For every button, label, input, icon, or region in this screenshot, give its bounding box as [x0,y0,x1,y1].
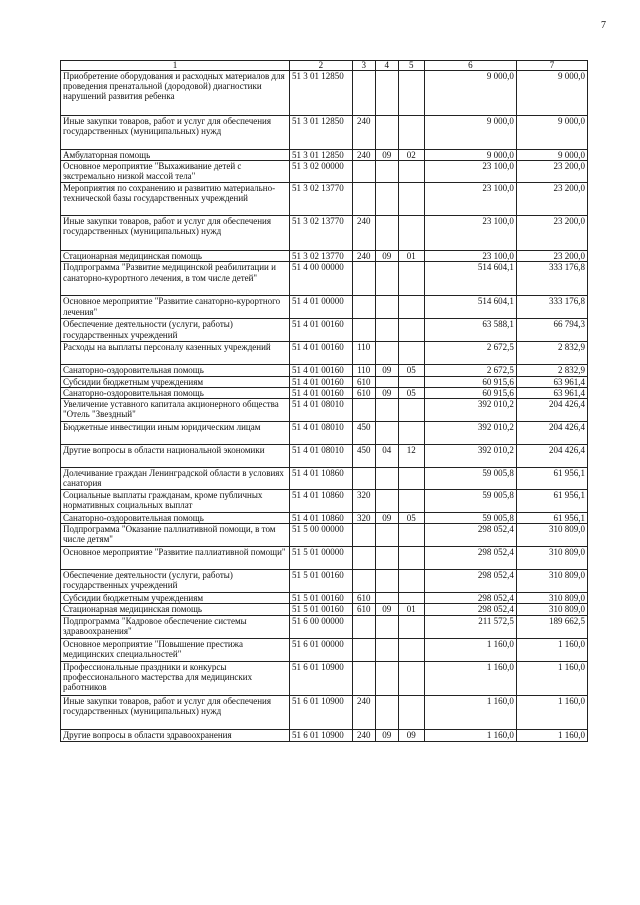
row-code: 51 5 01 00160 [289,604,352,615]
row-expense-type: 610 [352,593,375,604]
row-expense-type [352,296,375,319]
row-sum-year1: 298 052,4 [424,604,516,615]
row-expense-type: 240 [352,150,375,161]
row-sum-year2: 63 961,4 [516,376,587,387]
row-sum-year2: 1 160,0 [516,661,587,695]
table-row [61,150,588,161]
row-sum-year2: 61 956,1 [516,513,587,524]
row-code: 51 4 01 00000 [289,296,352,319]
row-expense-type [352,661,375,695]
table-row [61,376,588,387]
row-name: Приобретение оборудования и расходных материалов для проведения пренатальной (дородовой) диагностики нарушений развития ребенка [61,71,290,116]
row-sum-year2: 9 000,0 [516,150,587,161]
row-sum-year2: 204 426,4 [516,399,587,422]
row-code: 51 5 00 00000 [289,524,352,547]
row-sum-year1: 59 005,8 [424,490,516,513]
table-row [61,490,588,513]
row-section [375,116,398,150]
row-code: 51 4 00 00000 [289,262,352,296]
row-sum-year2: 2 832,9 [516,365,587,376]
row-name: Увеличение уставного капитала акционерного общества "Отель "Звездный" [61,399,290,422]
row-sum-year2: 310 809,0 [516,593,587,604]
row-section [375,638,398,661]
row-sum-year2: 1 160,0 [516,729,587,741]
row-sum-year1: 23 100,0 [424,251,516,262]
row-section: 09 [375,729,398,741]
row-subsection [398,615,424,638]
row-code: 51 5 01 00160 [289,593,352,604]
row-section [375,216,398,251]
row-subsection [398,490,424,513]
row-section: 09 [375,150,398,161]
row-sum-year1: 514 604,1 [424,296,516,319]
table-body [61,71,588,742]
table-row [61,216,588,251]
table-row [61,365,588,376]
row-sum-year2: 23 200,0 [516,183,587,216]
row-sum-year2: 333 176,8 [516,262,587,296]
row-sum-year1: 59 005,8 [424,468,516,490]
row-section: 09 [375,513,398,524]
row-expense-type: 450 [352,445,375,468]
row-name: Стационарная медицинская помощь [61,604,290,615]
row-expense-type [352,468,375,490]
row-section [375,342,398,365]
row-sum-year1: 1 160,0 [424,638,516,661]
row-subsection [398,638,424,661]
row-sum-year2: 23 200,0 [516,251,587,262]
row-code: 51 4 01 00160 [289,376,352,387]
row-sum-year2: 66 794,3 [516,319,587,342]
row-subsection: 12 [398,445,424,468]
row-section [375,615,398,638]
table-row [61,422,588,445]
row-sum-year2: 204 426,4 [516,445,587,468]
row-sum-year2: 310 809,0 [516,570,587,593]
row-code: 51 4 01 10860 [289,490,352,513]
table-row [61,296,588,319]
table-row [61,547,588,570]
row-expense-type [352,262,375,296]
row-sum-year1: 23 100,0 [424,216,516,251]
row-name: Обеспечение деятельности (услуги, работы) государственных учреждений [61,570,290,593]
table-row [61,399,588,422]
row-sum-year1: 392 010,2 [424,422,516,445]
row-section: 09 [375,365,398,376]
table-row [61,513,588,524]
table-row [61,604,588,615]
header-col-3: 3 [352,61,375,71]
row-sum-year1: 23 100,0 [424,183,516,216]
row-code: 51 3 02 13770 [289,183,352,216]
row-name: Субсидии бюджетным учреждениям [61,593,290,604]
row-sum-year1: 298 052,4 [424,570,516,593]
row-sum-year2: 2 832,9 [516,342,587,365]
row-name: Основное мероприятие "Развитие паллиативной помощи" [61,547,290,570]
row-code: 51 4 01 10860 [289,513,352,524]
row-expense-type: 240 [352,251,375,262]
row-code: 51 4 01 00160 [289,387,352,398]
row-name: Расходы на выплаты персоналу казенных учреждений [61,342,290,365]
row-name: Мероприятия по сохранению и развитию материально-технической базы государственных учреждений [61,183,290,216]
row-sum-year1: 392 010,2 [424,399,516,422]
row-subsection: 01 [398,251,424,262]
row-sum-year1: 60 915,6 [424,387,516,398]
row-subsection [398,296,424,319]
row-code: 51 3 02 00000 [289,161,352,183]
page-number: 7 [601,20,606,31]
row-sum-year1: 298 052,4 [424,524,516,547]
row-name: Иные закупки товаров, работ и услуг для обеспечения государственных (муниципальных) нужд [61,116,290,150]
row-code: 51 4 01 08010 [289,422,352,445]
row-code: 51 6 01 10900 [289,729,352,741]
row-expense-type: 320 [352,513,375,524]
row-subsection [398,376,424,387]
row-sum-year2: 9 000,0 [516,116,587,150]
row-code: 51 4 01 00160 [289,342,352,365]
row-sum-year2: 1 160,0 [516,638,587,661]
row-code: 51 4 01 00160 [289,319,352,342]
row-section: 09 [375,604,398,615]
header-col-4: 4 [375,61,398,71]
row-section [375,661,398,695]
row-sum-year1: 9 000,0 [424,116,516,150]
row-sum-year2: 1 160,0 [516,695,587,729]
budget-table [60,60,588,742]
row-expense-type: 610 [352,376,375,387]
row-subsection: 05 [398,365,424,376]
row-sum-year2: 23 200,0 [516,161,587,183]
row-expense-type [352,570,375,593]
row-expense-type: 110 [352,365,375,376]
row-section [375,161,398,183]
row-sum-year2: 9 000,0 [516,71,587,116]
row-subsection [398,161,424,183]
row-section [375,262,398,296]
row-sum-year1: 392 010,2 [424,445,516,468]
row-subsection [398,593,424,604]
row-expense-type: 240 [352,695,375,729]
row-sum-year1: 60 915,6 [424,376,516,387]
table-row [61,570,588,593]
row-sum-year1: 9 000,0 [424,71,516,116]
row-name: Иные закупки товаров, работ и услуг для обеспечения государственных (муниципальных) нужд [61,695,290,729]
table-row [61,251,588,262]
row-code: 51 4 01 00160 [289,365,352,376]
row-section [375,490,398,513]
row-sum-year1: 1 160,0 [424,661,516,695]
row-sum-year1: 1 160,0 [424,695,516,729]
row-section [375,183,398,216]
row-expense-type [352,319,375,342]
row-code: 51 3 01 12850 [289,150,352,161]
row-section: 04 [375,445,398,468]
row-code: 51 4 01 08010 [289,445,352,468]
row-sum-year2: 61 956,1 [516,490,587,513]
row-sum-year1: 63 588,1 [424,319,516,342]
row-subsection [398,661,424,695]
row-name: Подпрограмма "Оказание паллиативной помощи, в том числе детям" [61,524,290,547]
row-code: 51 6 01 00000 [289,638,352,661]
row-section [375,319,398,342]
row-code: 51 3 01 12850 [289,116,352,150]
row-sum-year1: 514 604,1 [424,262,516,296]
row-sum-year1: 298 052,4 [424,547,516,570]
row-sum-year2: 333 176,8 [516,296,587,319]
row-subsection: 01 [398,604,424,615]
row-section [375,524,398,547]
row-name: Санаторно-оздоровительная помощь [61,513,290,524]
row-code: 51 3 02 13770 [289,251,352,262]
row-subsection [398,524,424,547]
row-name: Другие вопросы в области национальной экономики [61,445,290,468]
row-section [375,376,398,387]
row-subsection [398,342,424,365]
row-sum-year2: 61 956,1 [516,468,587,490]
row-expense-type: 240 [352,729,375,741]
row-name: Подпрограмма "Развитие медицинской реабилитации и санаторно-курортного лечения, в том числе детей" [61,262,290,296]
table-row [61,468,588,490]
row-section [375,71,398,116]
row-section: 09 [375,387,398,398]
row-expense-type: 240 [352,216,375,251]
row-section [375,296,398,319]
header-col-2: 2 [289,61,352,71]
row-subsection [398,216,424,251]
row-subsection [398,422,424,445]
row-expense-type [352,547,375,570]
header-col-1: 1 [61,61,290,71]
table-row [61,183,588,216]
table-row [61,342,588,365]
row-name: Подпрограмма "Кадровое обеспечение системы здравоохранения" [61,615,290,638]
table-row [61,695,588,729]
table-row [61,387,588,398]
row-subsection [398,468,424,490]
row-sum-year1: 59 005,8 [424,513,516,524]
table-row [61,71,588,116]
row-expense-type: 610 [352,387,375,398]
row-subsection [398,570,424,593]
table-row [61,729,588,741]
header-col-6: 6 [424,61,516,71]
row-subsection [398,547,424,570]
row-subsection: 05 [398,513,424,524]
row-name: Основное мероприятие "Выхаживание детей с экстремально низкой массой тела" [61,161,290,183]
row-name: Субсидии бюджетным учреждениям [61,376,290,387]
table-row [61,116,588,150]
row-name: Стационарная медицинская помощь [61,251,290,262]
header-col-5: 5 [398,61,424,71]
row-sum-year2: 23 200,0 [516,216,587,251]
row-subsection: 02 [398,150,424,161]
row-expense-type [352,524,375,547]
row-section [375,422,398,445]
row-name: Основное мероприятие "Развитие санаторно-курортного лечения" [61,296,290,319]
table-row [61,445,588,468]
row-sum-year2: 310 809,0 [516,524,587,547]
table-row [61,319,588,342]
row-subsection [398,183,424,216]
row-expense-type [352,399,375,422]
row-code: 51 4 01 08010 [289,399,352,422]
row-code: 51 3 01 12850 [289,71,352,116]
table-row [61,615,588,638]
row-code: 51 5 01 00160 [289,570,352,593]
row-subsection [398,116,424,150]
row-subsection: 09 [398,729,424,741]
row-section [375,593,398,604]
row-name: Бюджетные инвестиции иным юридическим лицам [61,422,290,445]
row-subsection [398,262,424,296]
row-subsection [398,71,424,116]
row-code: 51 4 01 10860 [289,468,352,490]
row-sum-year1: 23 100,0 [424,161,516,183]
row-expense-type: 610 [352,604,375,615]
row-sum-year2: 189 662,5 [516,615,587,638]
row-name: Обеспечение деятельности (услуги, работы) государственных учреждений [61,319,290,342]
row-expense-type [352,638,375,661]
row-sum-year1: 211 572,5 [424,615,516,638]
row-name: Амбулаторная помощь [61,150,290,161]
row-code: 51 6 01 10900 [289,695,352,729]
row-code: 51 6 00 00000 [289,615,352,638]
row-sum-year1: 298 052,4 [424,593,516,604]
row-sum-year1: 1 160,0 [424,729,516,741]
header-row [61,61,588,71]
row-expense-type: 450 [352,422,375,445]
row-expense-type [352,183,375,216]
row-subsection [398,399,424,422]
row-code: 51 3 02 13770 [289,216,352,251]
row-sum-year1: 9 000,0 [424,150,516,161]
row-section [375,570,398,593]
row-sum-year2: 204 426,4 [516,422,587,445]
row-sum-year1: 2 672,5 [424,342,516,365]
row-section [375,547,398,570]
row-expense-type: 320 [352,490,375,513]
table-row [61,161,588,183]
row-code: 51 6 01 10900 [289,661,352,695]
row-name: Иные закупки товаров, работ и услуг для обеспечения государственных (муниципальных) нужд [61,216,290,251]
row-section [375,399,398,422]
header-col-7: 7 [516,61,587,71]
row-sum-year1: 2 672,5 [424,365,516,376]
row-name: Основное мероприятие "Повышение престижа медицинских специальностей" [61,638,290,661]
row-section [375,695,398,729]
row-expense-type: 240 [352,116,375,150]
row-section: 09 [375,251,398,262]
row-sum-year2: 310 809,0 [516,547,587,570]
row-name: Другие вопросы в области здравоохранения [61,729,290,741]
row-name: Социальные выплаты гражданам, кроме публичных нормативных социальных выплат [61,490,290,513]
row-section [375,468,398,490]
table-row [61,638,588,661]
row-expense-type [352,161,375,183]
row-sum-year2: 63 961,4 [516,387,587,398]
row-name: Санаторно-оздоровительная помощь [61,387,290,398]
row-expense-type: 110 [352,342,375,365]
row-subsection [398,319,424,342]
table-row [61,661,588,695]
row-subsection: 05 [398,387,424,398]
row-expense-type [352,615,375,638]
row-name: Санаторно-оздоровительная помощь [61,365,290,376]
row-subsection [398,695,424,729]
row-code: 51 5 01 00000 [289,547,352,570]
table-row [61,593,588,604]
row-expense-type [352,71,375,116]
table-row [61,262,588,296]
row-name: Профессиональные праздники и конкурсы профессионального мастерства для медицинских работников [61,661,290,695]
row-name: Долечивание граждан Ленинградской области в условиях санатория [61,468,290,490]
row-sum-year2: 310 809,0 [516,604,587,615]
table-row [61,524,588,547]
